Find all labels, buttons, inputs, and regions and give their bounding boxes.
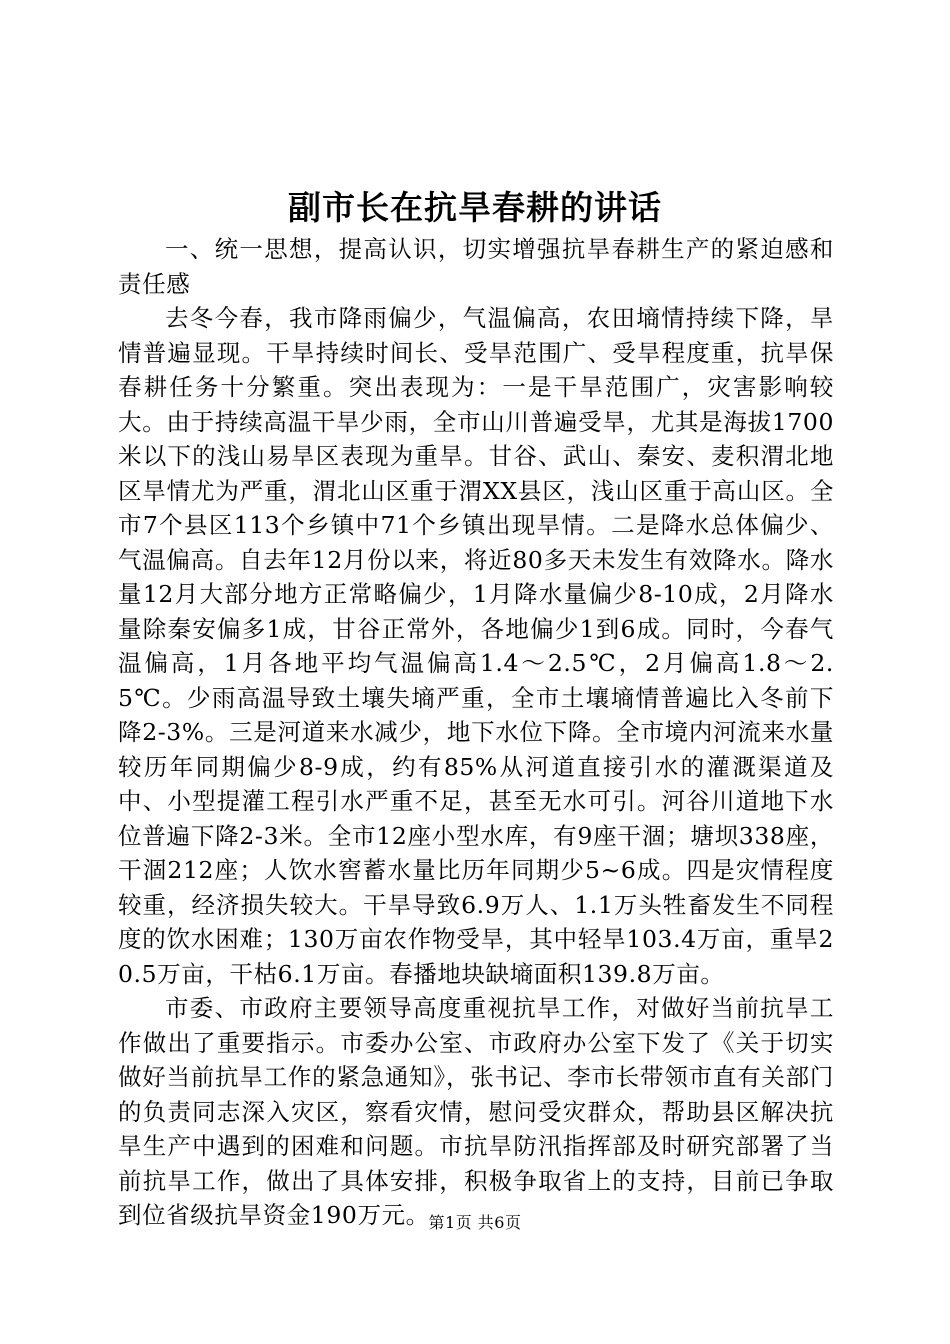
document-body <box>118 232 834 1233</box>
page-number-footer: 第1页 共6页 <box>428 1213 522 1232</box>
section-heading-paragraph: 一、统一思想，提高认识，切实增强抗旱春耕生产的紧迫感和责任感 <box>118 235 834 298</box>
document-title: 副市长在抗旱春耕的讲话 <box>288 188 662 227</box>
body-paragraph: 去冬今春，我市降雨偏少，气温偏高，农田墒情持续下降，旱情普遍显现。干旱持续时间长、受旱范围广、受旱程度重，抗旱保春耕任务十分繁重。突出表现为：一是干旱范围广，灾害影响较大。由于持续高温干旱少雨，全市山川普遍受旱，尤其是海拔1700米以下的浅山易旱区表现为重旱。甘谷、武山、秦安、麦积渭北地区旱情尤为严重，渭北山区重于渭XX县区，浅山区重于高山区。全市7个县区113个乡镇中71个乡镇出现旱情。二是降水总体偏少、气温偏高。自去年12月份以来，将近80多天未发生有效降水。降水量12月大部分地方正常略偏少，1月降水量偏少8-10成，2月降水量除秦安偏多1成，甘谷正常外，各地偏少1到6成。同时，今春气温偏高，1月各地平均气温偏高1.4～2.5℃，2月偏高1.8～2.5℃。少雨高温导致土壤失墒严重，全市土壤墒情普遍比入冬前下降2-3%。三是河道来水减少，地下水位下降。全市境内河流来水量较历年同期偏少8-9成，约有85%从河道直接引水的灌溉渠道及中、小型提灌工程引水严重不足，甚至无水可引。河谷川道地下水位普遍下降2-3米。全市12座小型水库，有9座干涸；塘坝338座，干涸212座；人饮水窖蓄水量比历年同期少5~6成。四是灾情程度较重，经济损失较大。干旱导致6.9万人、1.1万头牲畜发生不同程度的饮水困难；130万亩农作物受旱，其中轻旱103.4万亩，重旱20.5万亩，干枯6.1万亩。春播地块缺墒面积139.8万亩。 <box>118 304 834 988</box>
body-paragraph: 市委、市政府主要领导高度重视抗旱工作，对做好当前抗旱工作做出了重要指示。市委办公室、市政府办公室下发了《关于切实做好当前抗旱工作的紧急通知》，张书记、李市长带领市直有关部门的负责同志深入灾区，察看灾情，慰问受灾群众，帮助县区解决抗旱生产中遇到的困难和问题。市抗旱防汛指挥部及时研究部署了当前抗旱工作，做出了具体安排，积极争取省上的支持，目前已争取到位省级抗旱资金190万元。 <box>118 994 834 1229</box>
